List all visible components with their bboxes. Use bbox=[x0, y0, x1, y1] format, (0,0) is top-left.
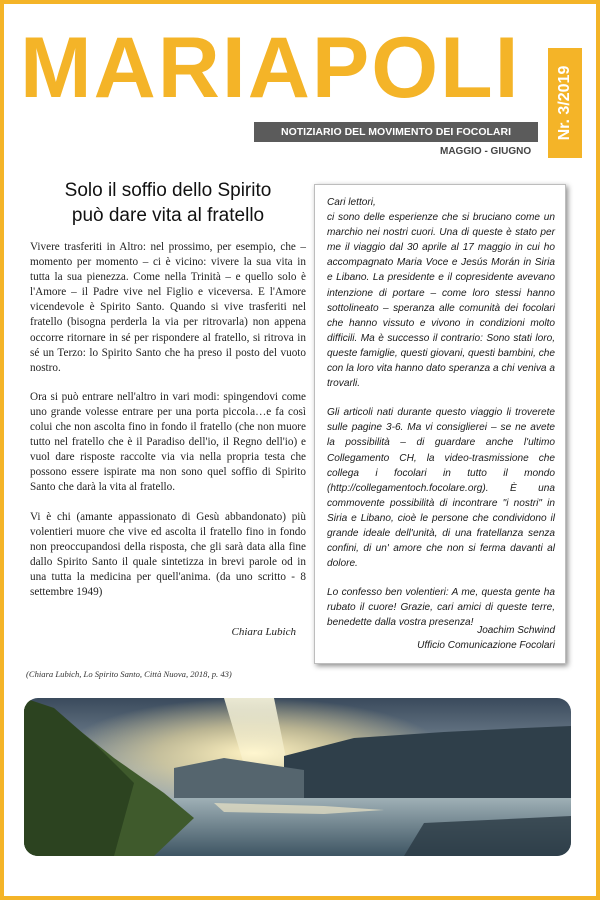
article-paragraph: Vi è chi (amante appassionato di Gesù abbandonato) più volentieri muore che vive ed ascolta il fratello fino in fondo non preoccupandosi della risposta, che gli sarà data alla fine dallo Spirito Santo il quale sintetizza in brevi parole od in una tutta la medicina per quell'anima. (da uno scritto - 8 settembre 1949) bbox=[30, 510, 306, 598]
article-paragraph: Vivere trasferiti in Altro: nel prossimo, per esempio, che – momento per momento – ci è vicino: vivere la sua vita in tutta la sua pienezza. Come nella Trinità – e quello solo è l'Amore – il Padre vive nel Figlio e viceversa. E l'Amore vicendevole è Spirito Santo. Quando si vive trasferiti nel fratello (bisogna perderla la via per ritrovarla) non appena occorre ritornare in sé per rispondere al fratello, si ritrova in sé un Terzo: lo Spirito Santo che ha preso il posto del vuoto nostro. bbox=[30, 241, 306, 374]
masthead-title: MARIAPOLI bbox=[20, 20, 521, 116]
article-paragraph: Ora si può entrare nell'altro in vari modi: spingendovi come uno grande volesse entrare per una porta piccola…e fa così colui che non ascolta fino in fondo il fratello (che non muore tutto nel fratello che è il Paradiso dell'io, il Regno dell'io) e vuol dare risposte raccolte via via nella propria testa che possono essere ispirate ma non sono quel soffio di Spirito Santo che darà la vita al fratello. bbox=[30, 390, 306, 494]
article-title bbox=[30, 178, 306, 228]
article-signature: Chiara Lubich bbox=[231, 626, 296, 638]
article-source: (Chiara Lubich, Lo Spirito Santo, Città Nuova, 2018, p. 43) bbox=[26, 669, 232, 679]
issue-number: Nr. 3/2019 bbox=[556, 65, 573, 141]
issue-date: MAGGIO - GIUGNO bbox=[440, 146, 532, 157]
article-title-line-2: può dare vita al fratello bbox=[71, 205, 265, 226]
landscape-photo bbox=[24, 698, 571, 856]
letter-signature bbox=[417, 623, 555, 653]
issue-badge bbox=[548, 48, 582, 158]
letter-paragraph: Gli articoli nati durante questo viaggio li troverete sulle pagine 3-6. Ma vi consiglierei – se ne avete la possibilità – di guardare anche l'ultimo Collegamento CH, la video-trasmissione che collega i focolari in tutto il mondo (http://collegamentoch.focolare.org). È una commovente possibilità di incontrare "i nostri" in Siria e Libano, cioè le persone che condividono il grande ideale dell'unità, di una fratellanza senza confini, di un' amore che non si ferma davanti al dolore. bbox=[327, 407, 555, 570]
masthead-subtitle: NOTIZIARIO DEL MOVIMENTO DEI FOCOLARI bbox=[254, 122, 538, 142]
article-body bbox=[30, 240, 306, 614]
letter-signature-name: Joachim Schwind bbox=[477, 625, 555, 636]
article-title-line-1: Solo il soffio dello Spirito bbox=[64, 180, 272, 201]
editorial-letter bbox=[314, 184, 566, 664]
letter-signature-role: Ufficio Comunicazione Focolari bbox=[417, 640, 555, 651]
letter-paragraph: Cari lettori, ci sono delle esperienze che si bruciano come un marchio nei nostri cuori. Una di queste è stato per me il viaggio dal 30 aprile al 17 maggio in cui ho accompagnato Maria Voce e Jesús Morán in Siria e Libano. La presidente e il copresidente avevano intenzione di portare – come loro stessi hanno sottolineato – speranza alle comunità dei focolari che hanno vissuto e vivono in condizioni molto difficili. Ma è successo il contrario: Sono stati loro, queste famiglie, questi giovani, questi bambini, che con la loro vita hanno dato speranza a chi veniva a trovarli. bbox=[327, 197, 555, 390]
letter-paragraph: Lo confesso ben volentieri: A me, questa gente ha rubato il cuore! Grazie, cari amici di queste terre, benedette dalla vostra presenza! bbox=[327, 587, 555, 629]
